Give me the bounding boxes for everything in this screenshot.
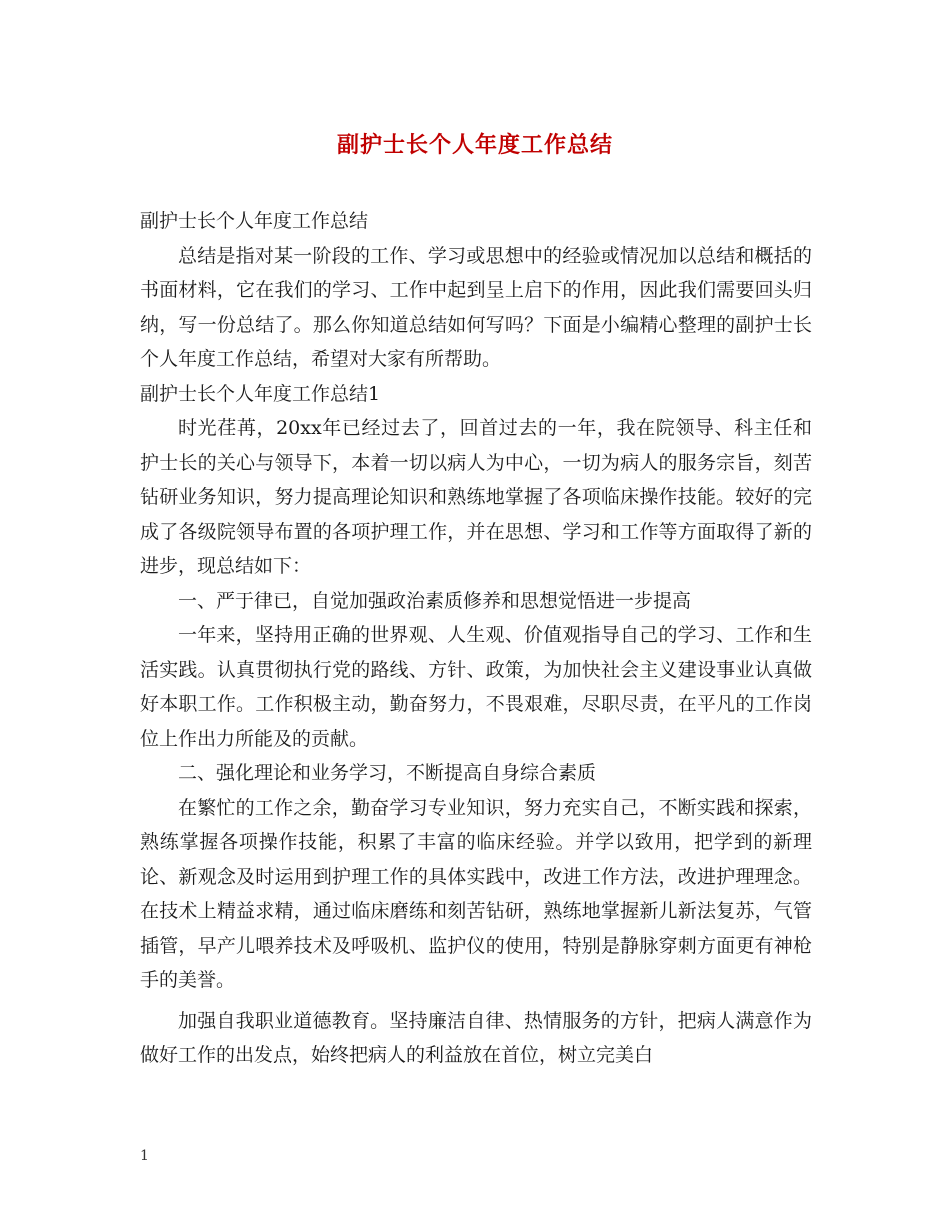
body-paragraph: 时光荏苒，20xx年已经过去了，回首过去的一年，我在院领导、科主任和护士长的关心与领导下，本着一切以病人为中心，一切为病人的服务宗旨，刻苦钻研业务知识，努力提高理论知识和熟练地掌握了各项临床操作技能。较好的完成了各级院领导布置的各项护理工作，并在思想、学习和工作等方面取得了新的进步，现总结如下： bbox=[140, 417, 812, 577]
body-paragraph: 加强自我职业道德教育。坚持廉洁自律、热情服务的方针，把病人满意作为做好工作的出发点，始终把病人的利益放在首位，树立完美白 bbox=[140, 1009, 812, 1066]
body-paragraph: 一年来，坚持用正确的世界观、人生观、价值观指导自己的学习、工作和生活实践。认真贯彻执行党的路线、方针、政策，为加快社会主义建设事业认真做好本职工作。工作积极主动，勤奋努力，不畏艰难，尽职尽责，在平凡的工作岗位上作出力所能及的贡献。 bbox=[140, 624, 812, 750]
body-paragraph: 在繁忙的工作之余，勤奋学习专业知识，努力充实自己，不断实践和探索，熟练掌握各项操作技能，积累了丰富的临床经验。并学以致用，把学到的新理论、新观念及时运用到护理工作的具体实践中，改进工作方法，改进护理理念。在技术上精益求精，通过临床磨练和刻苦钻研，熟练地掌握新儿新法复苏，气管插管，早产儿喂养技术及呼吸机、监护仪的使用，特别是静脉穿刺方面更有神枪手的美誉。 bbox=[140, 796, 812, 991]
page-number: 1 bbox=[140, 1148, 149, 1164]
document-body bbox=[140, 204, 812, 1073]
point-heading-1: 一、严于律已，自觉加强政治素质修养和思想觉悟进一步提高 bbox=[178, 589, 692, 612]
intro-paragraph: 总结是指对某一阶段的工作、学习或思想中的经验或情况加以总结和概括的书面材料，它在我们的学习、工作中起到呈上启下的作用，因此我们需要回头归纳，写一份总结了。那么你知道总结如何写吗？下面是小编精心整理的副护士长个人年度工作总结，希望对大家有所帮助。 bbox=[140, 244, 812, 370]
document-title: 副护士长个人年度工作总结 bbox=[336, 133, 613, 158]
subtitle-line: 副护士长个人年度工作总结 bbox=[140, 210, 369, 232]
point-heading-2: 二、强化理论和业务学习，不断提高自身综合素质 bbox=[178, 762, 597, 784]
section-heading: 副护士长个人年度工作总结1 bbox=[140, 382, 381, 405]
